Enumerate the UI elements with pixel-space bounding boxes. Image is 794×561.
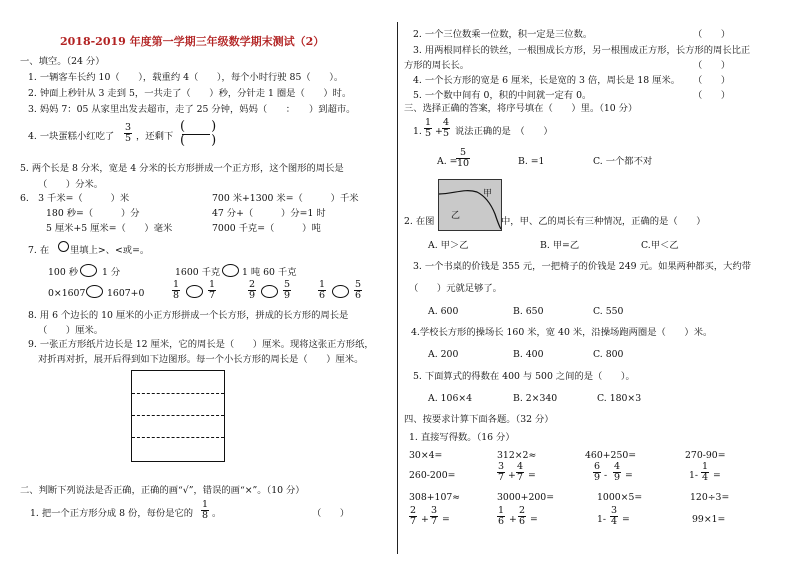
choice-3-option-c[interactable]: C. 550: [593, 306, 624, 317]
compare-1-left: 100 秒: [48, 267, 78, 278]
fraction-5-6: $\frac{5}{6}$: [355, 279, 362, 301]
calc-10: 3000+200=: [497, 492, 554, 503]
answer-fraction-blank[interactable]: ( ) ( ): [180, 119, 217, 148]
question-8-line1: 8. 用 6 个边长的 10 厘米的小正方形拼成一个长方形，拼成的长方形的周长是: [28, 310, 349, 321]
numerator: 3: [125, 122, 132, 133]
section-judge: 二、判断下列说法是否正确，正确的画“√”，错误的画“×”。（10 分）: [20, 485, 305, 496]
choice-4-option-a[interactable]: A. 200: [428, 349, 459, 360]
calc-5: 260-200=: [409, 470, 456, 481]
question-4-fraction: [124, 123, 132, 144]
question-8-line2: （ ）厘米。: [38, 325, 104, 336]
choice-4-option-b[interactable]: B. 400: [513, 349, 544, 360]
compare-circle-2[interactable]: [222, 264, 239, 277]
question-3: 3. 妈妈 7：05 从家里出发去超市，走了 25 分钟，妈妈（ ： ）到超市。: [28, 104, 356, 115]
choice-3-option-b[interactable]: B. 650: [513, 306, 544, 317]
judge-1-fraction: $\frac{1}{8}$: [202, 499, 209, 521]
calc-15-eq: =: [622, 514, 630, 525]
question-1: 1. 一辆客车长约 10（ ），载重约 4（ ），每个小时行驶 85（ ）。: [28, 72, 344, 83]
compare-circle-6[interactable]: [332, 285, 349, 298]
judge-1-end: 。: [212, 508, 222, 519]
choice-2-option-a[interactable]: A. 甲＞乙: [428, 240, 469, 251]
choice-2-text-a: 2. 在图: [404, 216, 435, 227]
choice-4-text: 4.学校长方形的操场长 160 米，宽 40 米，沿操场跑两圈是（ ）米。: [411, 327, 713, 338]
calc-14-op: +: [509, 514, 517, 525]
compare-3-left: 0×1607: [48, 288, 86, 299]
calc-7-op: -: [604, 470, 608, 481]
question-5-line1: 5. 两个长是 8 分米，宽是 4 分米的长方形拼成一个正方形，这个图形的周长是: [20, 163, 344, 174]
judge-5-text: 5. 一个数中间有 0，积的中间就一定有 0。: [413, 90, 592, 101]
calc-2: 312×2≈: [497, 450, 537, 461]
calc-9: 308+107≈: [409, 492, 461, 503]
choice-5-text: 5. 下面算式的得数在 400 与 500 之间的是（ ）。: [413, 371, 635, 382]
plus-sign: +: [435, 126, 443, 137]
fraction-1-6: $\frac{1}{6}$: [319, 279, 326, 301]
compute-subtitle: 1. 直接写得数。（16 分）: [409, 432, 515, 443]
question-6-r1-a: 6. 3 千米=（ ）米: [20, 193, 130, 204]
section-fill: 一、填空。（24 分）: [20, 56, 105, 67]
compare-2-left: 1600 千克: [175, 267, 221, 278]
calc-16: 99×1=: [692, 514, 726, 525]
question-6-r1-b: 700 米+1300 米=（ ）千米: [212, 193, 359, 204]
fold-line: [132, 437, 224, 438]
question-6-r3-a: 5 厘米+5 厘米=（ ）毫米: [46, 223, 173, 234]
question-2: 2. 钟面上秒针从 3 走到 5，一共走了（ ）秒，分针走 1 圈是（ ）时。: [28, 88, 352, 99]
section-choice: 三、选择正确的答案，将序号填在（ ）里。（10 分）: [404, 103, 638, 114]
choice-2-text-b: 中，甲、乙的周长有三种情况，正确的是（ ）: [501, 216, 706, 227]
calc-13-frac-a: $\frac{2}{7}$: [410, 505, 417, 527]
compare-1-right: 1 分: [102, 267, 121, 278]
calc-13-frac-b: $\frac{3}{7}$: [431, 505, 438, 527]
judge-3-line2: 方形的周长长。: [404, 60, 470, 71]
judge-1-answer[interactable]: （ ）: [312, 508, 350, 519]
question-6-r3-b: 7000 千克=（ ）吨: [212, 223, 321, 234]
calc-8-frac: $\frac{1}{4}$: [702, 461, 709, 483]
judge-1-text: 1. 把一个正方形分成 8 份，每份是它的: [30, 508, 194, 519]
choice-1-label: 1.: [413, 126, 422, 137]
question-5-line2: （ ）分米。: [38, 179, 104, 190]
choice-1-option-a[interactable]: A. =: [437, 156, 458, 167]
choice-5-option-c[interactable]: C. 180×3: [597, 393, 642, 404]
question-9-line1: 9. 一张正方形纸片边长是 12 厘米，它的周长是（ ）厘米。现将这张正方形纸，: [28, 339, 374, 350]
calc-3: 460+250=: [585, 450, 637, 461]
fraction-1-7: $\frac{1}{7}$: [209, 279, 216, 301]
calc-15-op: 1-: [597, 514, 607, 525]
choice-1-option-c[interactable]: C. 一个都不对: [593, 156, 653, 167]
calc-6-op: +: [508, 470, 516, 481]
choice-1-fraction-b: $\frac{4}{5}$: [443, 117, 450, 139]
choice-3-line2: （ ）元就足够了。: [409, 283, 502, 294]
calc-6-frac-a: $\frac{3}{7}$: [498, 461, 505, 483]
fraction-1-8: $\frac{1}{8}$: [173, 279, 180, 301]
calc-6-eq: =: [528, 470, 536, 481]
question-7-text-b: 里填上>、<或=。: [70, 245, 150, 256]
judge-4-text: 4. 一个长方形的宽是 6 厘米，长是宽的 3 倍，周长是 18 厘米。: [413, 75, 681, 86]
judge-2-answer[interactable]: （ ）: [693, 29, 731, 40]
question-6-r2-a: 180 秒=（ ）分: [46, 208, 140, 219]
calc-14-frac-b: $\frac{2}{6}$: [519, 505, 526, 527]
calc-7-frac-b: $\frac{4}{9}$: [614, 461, 621, 483]
choice-1-text: 说法正确的是 （ ）: [455, 126, 553, 137]
calc-8-op: 1-: [689, 470, 699, 481]
calc-1: 30×4=: [409, 450, 443, 461]
choice-4-option-c[interactable]: C. 800: [593, 349, 624, 360]
compare-circle-5[interactable]: [261, 285, 278, 298]
fraction-5-9: $\frac{5}{9}$: [284, 279, 291, 301]
calc-7-eq: =: [625, 470, 633, 481]
denominator: 5: [125, 133, 132, 144]
judge-4-answer[interactable]: （ ）: [693, 75, 731, 86]
region-jia-label: 甲: [483, 189, 493, 199]
calc-14-eq: =: [530, 514, 538, 525]
compare-circle-3[interactable]: [86, 285, 103, 298]
calc-6-frac-b: $\frac{4}{7}$: [517, 461, 524, 483]
compare-2-right: 1 吨 60 千克: [242, 267, 297, 278]
fold-line: [132, 393, 224, 394]
judge-2-text: 2. 一个三位数乘一位数，积一定是三位数。: [413, 29, 593, 40]
compare-3-right: 1607+0: [107, 288, 145, 299]
choice-1-fraction-a: $\frac{1}{5}$: [425, 117, 432, 139]
question-4-text-b: ，还剩下: [136, 131, 174, 142]
choice-1-option-b[interactable]: B. =1: [518, 156, 545, 167]
section-compute: 四、按要求计算下面各题。（32 分）: [404, 414, 554, 425]
folded-paper-figure: [131, 370, 225, 462]
fold-line: [132, 415, 224, 416]
calc-12: 120÷3=: [690, 492, 730, 503]
calc-11: 1000×5=: [597, 492, 643, 503]
region-map-figure: [438, 179, 502, 231]
choice-2-option-b[interactable]: B. 甲=乙: [540, 240, 580, 251]
calc-8-eq: =: [713, 470, 721, 481]
choice-3-line1: 3. 一个书桌的价钱是 355 元，一把椅子的价钱是 249 元。如果两种都买，大约带: [413, 261, 752, 272]
fraction-2-9: $\frac{2}{9}$: [249, 279, 256, 301]
choice-2-option-c[interactable]: C.甲＜乙: [641, 240, 679, 251]
choice-3-option-a[interactable]: A. 600: [428, 306, 459, 317]
choice-5-option-b[interactable]: B. 2×340: [513, 393, 558, 404]
choice-1-option-a-fraction: $\frac{5}{10}$: [457, 147, 470, 169]
choice-5-option-a[interactable]: A. 106×4: [428, 393, 473, 404]
column-divider: [397, 22, 398, 554]
page-title: 2018-2019 年度第一学期三年级数学期末测试（2）: [60, 35, 325, 48]
compare-circle-1[interactable]: [80, 264, 97, 277]
calc-7-frac-a: $\frac{6}{9}$: [594, 461, 601, 483]
question-9-line2: 对折再对折，展开后得到如下边图形。每一个小长方形的周长是（ ）厘米。: [38, 354, 364, 365]
judge-3-answer[interactable]: （ ）: [693, 60, 731, 71]
circle-blank-icon: [58, 241, 69, 252]
question-4-text: 4. 一块蛋糕小红吃了: [28, 131, 115, 142]
judge-3-line1: 3. 用两根同样长的铁丝，一根围成长方形，另一根围成正方形，长方形的周长比正: [413, 45, 751, 56]
compare-circle-4[interactable]: [186, 285, 203, 298]
question-7-text-a: 7. 在: [28, 245, 50, 256]
calc-13-op: +: [421, 514, 429, 525]
region-yi-label: 乙: [451, 211, 461, 221]
calc-13-eq: =: [442, 514, 450, 525]
judge-5-answer[interactable]: （ ）: [693, 90, 731, 101]
calc-4: 270-90=: [685, 450, 726, 461]
calc-15-frac: $\frac{3}{4}$: [611, 505, 618, 527]
calc-14-frac-a: $\frac{1}{6}$: [498, 505, 505, 527]
question-6-r2-b: 47 分+（ ）分=1 时: [212, 208, 326, 219]
